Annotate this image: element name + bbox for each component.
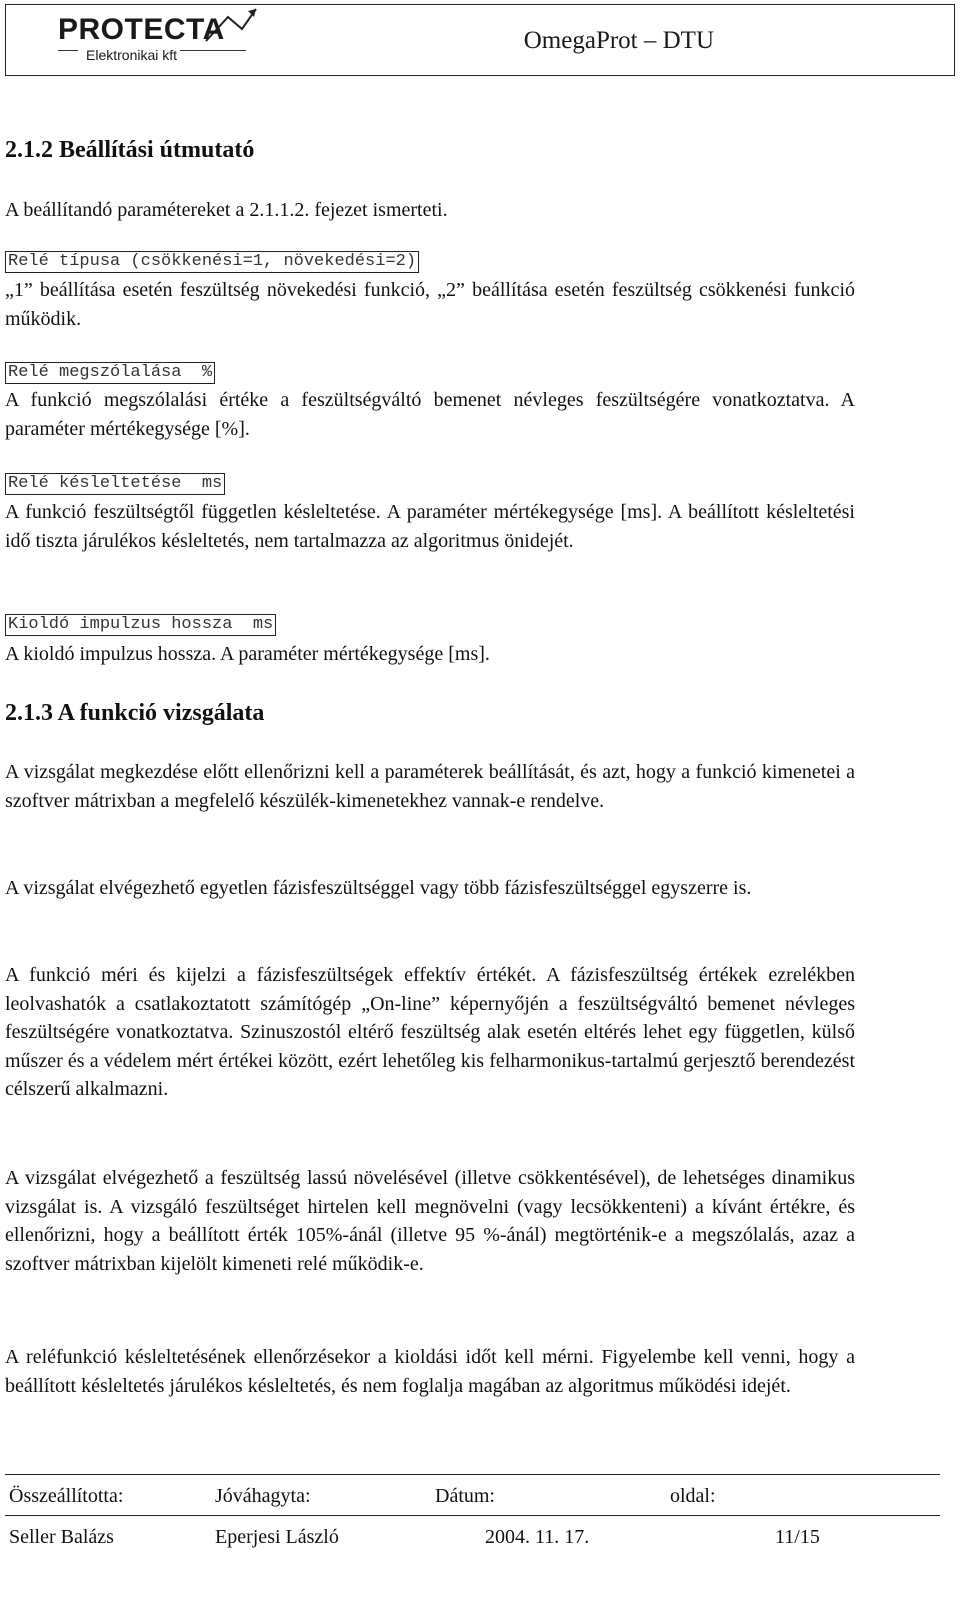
param-desc-trip-pulse: A kioldó impulzus hossza. A paraméter mértékegysége [ms]. <box>5 643 490 665</box>
param-desc-delay: A funkció feszültségtől független késleltetése. A paraméter mértékegysége [ms]. A beállított késleltetési idő tiszta járulékos késleltetés, nem tartalmazza az algoritmus önidejét. <box>5 501 855 552</box>
footer-value-date: 2004. 11. 17. <box>485 1526 590 1548</box>
section-intro: A beállítandó paramétereket a 2.1.1.2. fejezet ismerteti. <box>5 199 448 221</box>
footer-label-compiled: Összeállította: <box>9 1485 124 1507</box>
logo-subtitle: Elektronikai kft <box>86 47 178 63</box>
paragraph: A vizsgálat elvégezhető egyetlen fázisfeszültséggel vagy több fázisfeszültséggel egyszerre is. <box>5 877 752 899</box>
footer-value-row <box>5 1515 940 1556</box>
param-desc-pickup: A funkció megszólalási értéke a feszültségváltó bemenet névleges feszültségére vonatkoztatva. A paraméter mértékegysége [%]. <box>5 389 855 440</box>
page-header <box>5 4 955 76</box>
page-footer <box>5 1474 940 1556</box>
param-desc-relay-type: „1” beállítása esetén feszültség növekedési funkció, „2” beállítása esetén feszültség csökkenési funkció működik. <box>5 279 855 330</box>
footer-label-page: oldal: <box>670 1485 716 1507</box>
param-label-pickup: Relé megszólalása % <box>5 362 215 384</box>
footer-label-date: Dátum: <box>435 1485 495 1507</box>
paragraph: A vizsgálat elvégezhető a feszültség lassú növelésével (illetve csökkentésével), de lehetséges dinamikus vizsgálat is. A vizsgáló feszültséget hirtelen kell megnövelni (vagy lecsökkenteni) a kívánt értékre, és ellenőrizni, hogy a beállított érték 105%-ánál (illetve 95 %-ánál) megtörténik-e a megszólalás, azaz a szoftver mátrixban kijelölt kimeneti relé működik-e. <box>5 1167 855 1275</box>
product-title: OmegaProt – DTU <box>523 27 714 54</box>
paragraph: A funkció méri és kijelzi a fázisfeszültségek effektív értékét. A fázisfeszültség értékek ezrelékben leolvashatók a csatlakoztatott számítógép „On-line” képernyőjén a feszültségváltó bemenet névleges feszültségére vonatkoztatva. Szinuszostól eltérő feszültség alak esetén eltérés lehet egy független, külső műszer és a védelem mért értékei között, ezért lehetőleg kis felharmonikus-tartalmú gerjesztő berendezést célszerű alkalmazni. <box>5 964 855 1100</box>
footer-value-page: 11/15 <box>775 1526 820 1548</box>
company-logo <box>48 7 258 71</box>
section-heading-213: 2.1.3 A funkció vizsgálata <box>5 700 265 726</box>
footer-label-approved: Jóváhagyta: <box>215 1485 311 1507</box>
footer-label-row <box>5 1474 940 1515</box>
paragraph: A reléfunkció késleltetésének ellenőrzésekor a kioldási időt kell mérni. Figyelembe kell venni, hogy a beállított késleltetés járulékos késleltetés, és nem foglalja magában az algoritmus működési idejét. <box>5 1346 855 1397</box>
logo-name: PROTECTA <box>58 13 225 46</box>
param-label-trip-pulse: Kioldó impulzus hossza ms <box>5 614 276 636</box>
param-label-relay-type: Relé típusa (csökkenési=1, növekedési=2) <box>5 251 419 273</box>
footer-value-approved: Eperjesi László <box>215 1526 339 1548</box>
paragraph: A vizsgálat megkezdése előtt ellenőrizni kell a paraméterek beállítását, és azt, hogy a funkció kimenetei a szoftver mátrixban a megfelelő készülék-kimenetekhez vannak-e rendelve. <box>5 761 855 812</box>
param-label-delay: Relé késleltetése ms <box>5 473 225 495</box>
footer-value-compiled: Seller Balázs <box>9 1526 114 1548</box>
section-heading-212: 2.1.2 Beállítási útmutató <box>5 137 255 163</box>
